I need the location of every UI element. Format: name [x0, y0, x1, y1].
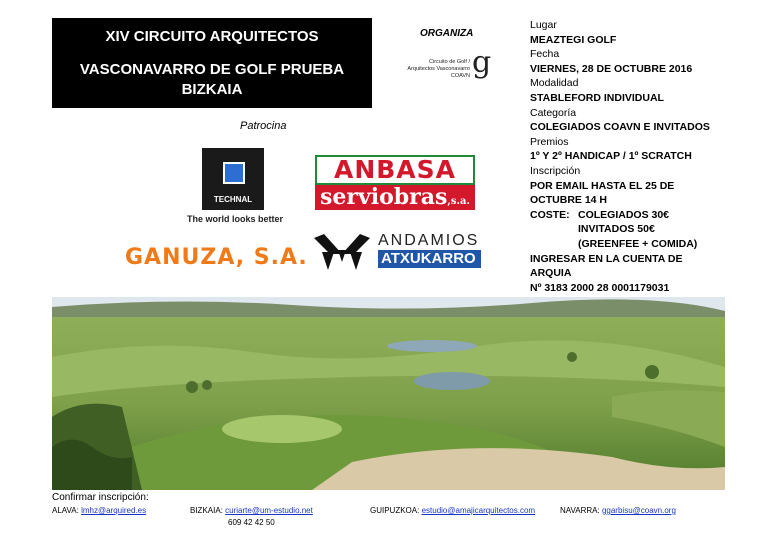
lugar-label: Lugar — [530, 19, 557, 31]
anbasa-logo — [315, 155, 475, 210]
coavn-logo-text-3: COAVN — [450, 73, 470, 79]
event-title-box — [52, 18, 372, 108]
coavn-logo-text-2: Arquitectos Vasconavarro — [407, 66, 470, 72]
modalidad-value: STABLEFORD INDIVIDUAL — [530, 91, 664, 104]
anbasa-suffix: ,s.a. — [447, 196, 470, 207]
inscripcion-label: Inscripción — [530, 164, 581, 177]
navarra-email-link[interactable]: ggarbisu@coavn.org — [601, 506, 676, 515]
technal-word: TECHNAL — [213, 195, 253, 204]
alava-contact — [52, 506, 146, 515]
technal-square-icon — [223, 162, 245, 184]
gipuzkoa-email-link[interactable]: estudio@amajicarquitectos.com — [421, 506, 536, 515]
anbasa-bottom — [315, 185, 475, 210]
alava-email-link[interactable]: lmhz@arquired.es — [81, 506, 147, 515]
coavn-g-letter: g — [472, 45, 492, 80]
anbasa-serviobras: serviobras — [320, 184, 448, 210]
lugar-value: MEAZTEGI GOLF — [530, 33, 617, 46]
contacts-row — [52, 506, 752, 518]
fecha-label: Fecha — [530, 48, 560, 61]
contacts-row-2 — [52, 518, 752, 530]
ingresar-1: INGRESAR EN LA CUENTA DE — [530, 252, 683, 265]
coste-colegiados: COLEGIADOS 30€ — [578, 208, 670, 221]
coavn-logo — [392, 45, 502, 85]
coste-label: COSTE: — [530, 208, 570, 221]
fecha-value: VIERNES, 28 DE OCTUBRE 2016 — [530, 62, 693, 75]
ganuza-logo: GANUZA, S.A. — [125, 245, 308, 270]
title-line-1: XIV CIRCUITO ARQUITECTOS — [105, 27, 319, 45]
gipuzkoa-label: GUIPUZKOA: — [370, 506, 420, 515]
coste-row-1 — [530, 208, 765, 223]
bizkaia-label: BIZKAIA: — [190, 506, 223, 515]
bizkaia-phone: 609 42 42 50 — [228, 518, 275, 527]
andamios-suffix: S.A — [381, 274, 392, 281]
patrocina-label: Patrocina — [240, 120, 287, 132]
gipuzkoa-contact — [370, 506, 535, 515]
premios-label: Premios — [530, 135, 569, 148]
title-line-3: BIZKAIA — [181, 80, 243, 98]
coste-note: (GREENFEE + COMIDA) — [578, 237, 698, 250]
confirm-label: Confirmar inscripción: — [52, 492, 149, 503]
alava-label: ALAVA: — [52, 506, 79, 515]
cuenta-number: Nº 3183 2000 28 0001179031 — [530, 281, 670, 294]
navarra-contact — [560, 506, 676, 515]
categoria-label: Categoría — [530, 106, 577, 119]
coste-invitados: INVITADOS 50€ — [578, 223, 655, 236]
golf-course-photo — [52, 297, 725, 490]
andamios-mark-icon — [312, 232, 372, 272]
bizkaia-email-link[interactable]: curiarte@um-estudio.net — [225, 506, 313, 515]
coavn-logo-text — [392, 59, 470, 80]
andamios-bottom — [378, 250, 481, 281]
inscripcion-value-2: OCTUBRE 14 H — [530, 194, 608, 207]
technal-tagline: The world looks better — [186, 214, 283, 224]
event-info — [530, 18, 765, 295]
title-line-2: VASCONAVARRO DE GOLF PRUEBA — [79, 60, 345, 78]
contacts-section — [52, 492, 752, 530]
categoria-value: COLEGIADOS COAVN E INVITADOS — [530, 121, 710, 134]
coste-row-3 — [530, 237, 765, 252]
navarra-label: NAVARRA: — [560, 506, 600, 515]
technal-logo — [180, 148, 290, 228]
organiza-label: ORGANIZA — [420, 28, 474, 39]
inscripcion-value-1: POR EMAIL HASTA EL 25 DE — [530, 179, 675, 192]
premios-value: 1º Y 2º HANDICAP / 1º SCRATCH — [530, 150, 692, 163]
anbasa-top: ANBASA — [315, 155, 475, 185]
bizkaia-contact — [190, 506, 313, 515]
modalidad-label: Modalidad — [530, 77, 579, 90]
andamios-top: ANDAMIOS — [378, 232, 480, 249]
coste-row-2 — [530, 222, 765, 237]
coavn-logo-text-1: Circuito de Golf / — [429, 59, 470, 65]
technal-mark — [202, 148, 264, 210]
andamios-atxukarro: ATXUKARRO — [381, 250, 476, 267]
ingresar-2: ARQUIA — [530, 267, 572, 280]
